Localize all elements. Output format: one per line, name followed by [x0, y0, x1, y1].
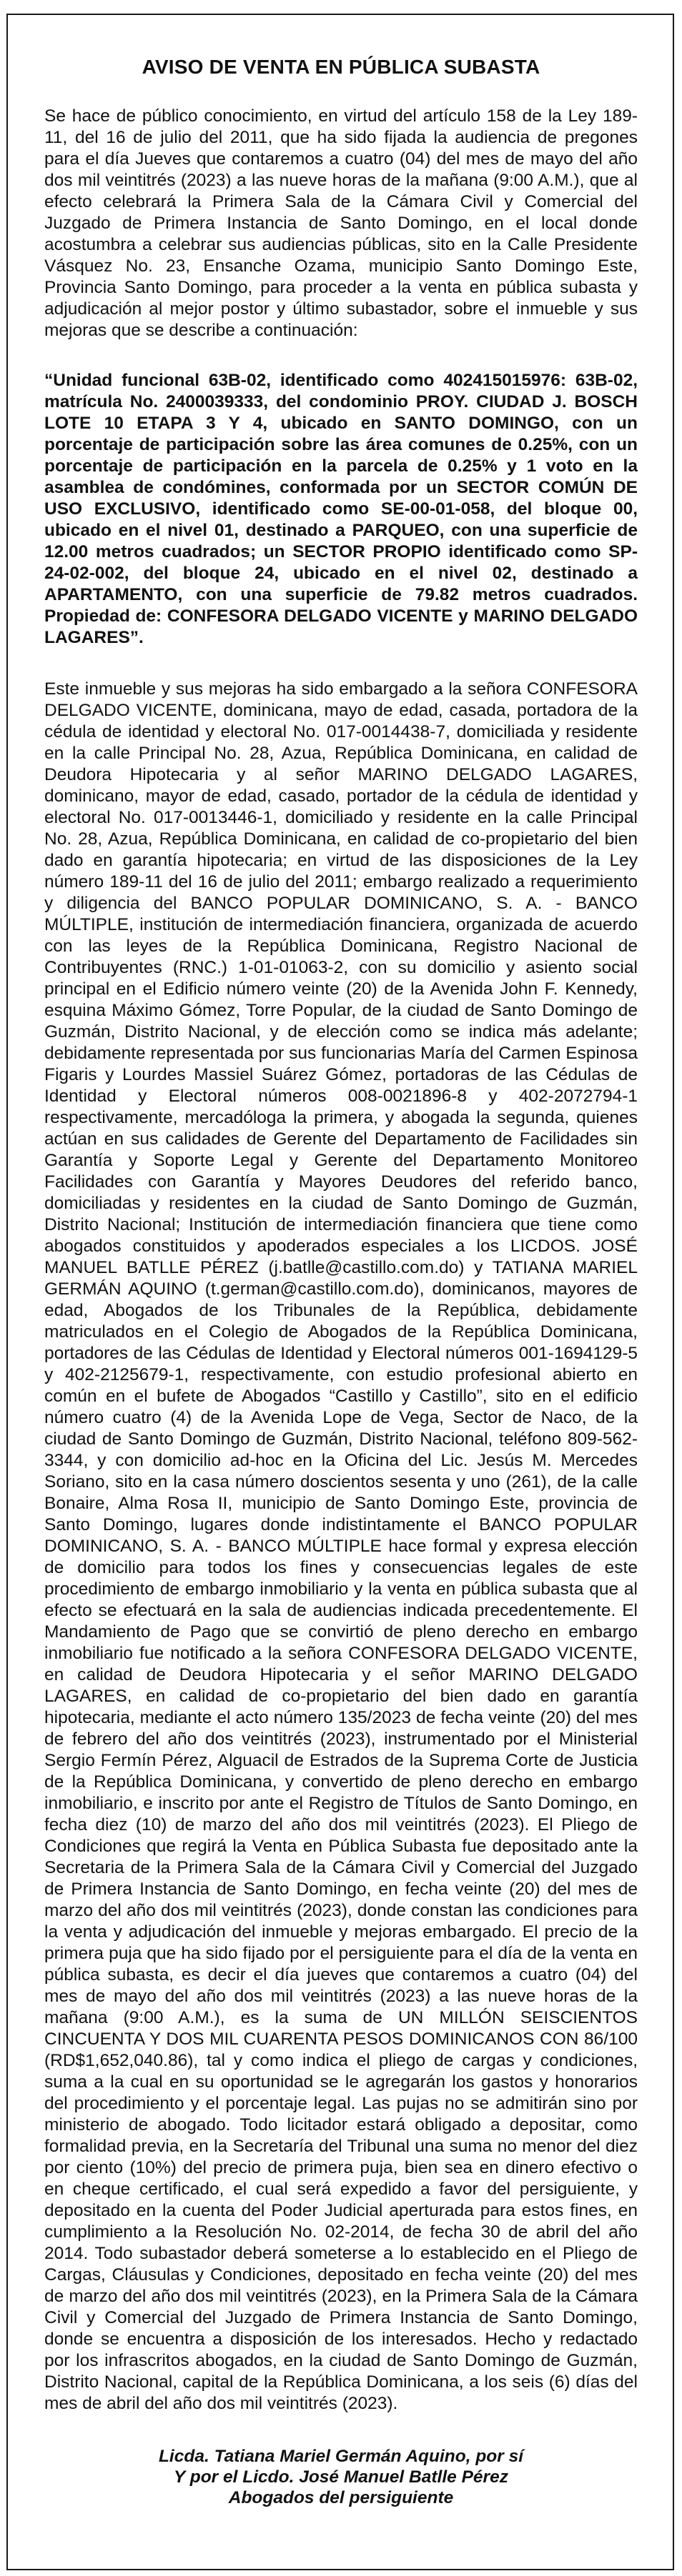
signature-line-1: Licda. Tatiana Mariel Germán Aquino, por sí: [158, 2447, 524, 2466]
signature-line-3: Abogados del persiguiente: [228, 2488, 454, 2507]
notice-content: [44, 56, 638, 2508]
signature-line-2: Y por el Licdo. José Manuel Batlle Pérez: [174, 2467, 508, 2487]
notice-body-paragraph: Este inmueble y sus mejoras ha sido embargado a la señora CONFESORA DELGADO VICENTE, dominicana, mayo de edad, casada, portadora de la cédula de identidad y electoral No. 017-0014438-7, domiciliada y residente en la calle Principal No. 28, Azua, República Dominicana, en calidad de Deudora Hipotecaria y al señor MARINO DELGADO LAGARES, dominicano, mayor de edad, casado, portador de la cédula de identidad y electoral No. 017-0013446-1, domiciliado y residente en la calle Principal No. 28, Azua, República Dominicana, en calidad de co-propietario del bien dado en garantía hipotecaria; en virtud de las disposiciones de la Ley número 189-11 del 16 de julio del 2011; embargo realizado a requerimiento y diligencia del BANCO POPULAR DOMINICANO, S. A. - BANCO MÚLTIPLE, institución de intermediación financiera, organizada de acuerdo con las leyes de la República Dominicana, Registro Nacional de Contribuyentes (RNC.) 1-01-01063-2, con su domicilio y asiento social principal en el Edificio número veinte (20) de la Avenida John F. Kennedy, esquina Máximo Gómez, Torre Popular, de la ciudad de Santo Domingo de Guzmán, Distrito Nacional, y de elección como se indica más adelante; debidamente representada por sus funcionarias María del Carmen Espinosa Figaris y Lourdes Massiel Suárez Gómez, portadoras de las Cédulas de Identidad y Electoral números 008-0021896-8 y 402-2072794-1 respectivamente, mercadóloga la primera, y abogada la segunda, quienes actúan en sus calidades de Gerente del Departamento de Facilidades sin Garantía y Soporte Legal y Gerente del Departamento Monitoreo Facilidades con Garantía y Mayores Deudores del referido banco, domiciliadas y residentes en la ciudad de Santo Domingo de Guzmán, Distrito Nacional; Institución de intermediación financiera que tiene como abogados constituidos y apoderados especiales a los LICDOS. JOSÉ MANUEL BATLLE PÉREZ (j.batlle@castillo.com.do) y TATIANA MARIEL GERMÁN AQUINO (t.german@castillo.com.do), dominicanos, mayores de edad, Abogados de los Tribunales de la República, debidamente matriculados en el Colegio de Abogados de la República Dominicana, portadores de las Cédulas de Identidad y Electoral números 001-1694129-5 y 402-2125679-1, respectivamente, con estudio profesional abierto en común en el bufete de Abogados “Castillo y Castillo”, sito en el edificio número cuatro (4) de la Avenida Lope de Vega, Sector de Naco, de la ciudad de Santo Domingo de Guzmán, Distrito Nacional, teléfono 809-562-3344, y con domicilio ad-hoc en la Oficina del Lic. Jesús M. Mercedes Soriano, sito en la casa número doscientos sesenta y uno (261), de la calle Bonaire, Alma Rosa II, municipio de Santo Domingo Este, provincia de Santo Domingo, lugares donde indistintamente el BANCO POPULAR DOMINICANO, S. A. - BANCO MÚLTIPLE hace formal y expresa elección de domicilio para todos los fines y consecuencias legales de este procedimiento de embargo inmobiliario y la venta en pública subasta que al efecto se efectuará en la sala de audiencias indicada precedentemente. El Mandamiento de Pago que se convirtió de pleno derecho en embargo inmobiliario fue notificado a la señora CONFESORA DELGADO VICENTE, en calidad de Deudora Hipotecaria y el señor MARINO DELGADO LAGARES, en calidad de co-propietario del bien dado en garantía hipotecaria, mediante el acto número 135/2023 de fecha veinte (20) del mes de febrero del año dos veintitrés (2023), instrumentado por el Ministerial Sergio Fermín Pérez, Alguacil de Estrados de la Suprema Corte de Justicia de la República Dominicana, y convertido de pleno derecho en embargo inmobiliario, e inscrito por ante el Registro de Títulos de Santo Domingo, en fecha diez (10) de marzo del año dos mil veintitrés (2023). El Pliego de Condiciones que regirá la Venta en Pública Subasta fue depositado ante la Secretaria de la Primera Sala de la Cámara Civil y Comercial del Juzgado de Primera Instancia de Santo Domingo, en fecha veinte (20) del mes de marzo del año dos mil veintitrés (2023), donde constan las condiciones para la venta y adjudicación del inmueble y mejoras embargado. El precio de la primera puja que ha sido fijado por el persiguiente para el día de la venta en pública subasta, es decir el día jueves que contaremos a cuatro (04) del mes de mayo del año dos mil veintitrés (2023) a las nueve horas de la mañana (9:00 A.M.), es la suma de UN MILLÓN SEISCIENTOS CINCUENTA Y DOS MIL CUARENTA PESOS DOMINICANOS CON 86/100 (RD$1,652,040.86), tal y como indica el pliego de cargas y condiciones, suma a la cual en su oportunidad se le agregarán los gastos y honorarios del procedimiento y el porcentaje legal. Las pujas no se admitirán sino por ministerio de abogado. Todo licitador estará obligado a depositar, como formalidad previa, en la Secretaría del Tribunal una suma no menor del diez por ciento (10%) del precio de primera puja, bien sea en dinero efectivo o en cheque certificado, el cual será expedido a favor del persiguiente, y depositado en la cuenta del Poder Judicial aperturada para estos fines, en cumplimiento a la Resolución No. 02-2014, de fecha 30 de abril del año 2014. Todo subastador deberá someterse a lo establecido en el Pliego de Cargas, Cláusulas y Condiciones, depositado en fecha veinte (20) del mes de marzo del año dos mil veintitrés (2023), en la Primera Sala de la Cámara Civil y Comercial del Juzgado de Primera Instancia de Santo Domingo, donde se encuentra a disposición de los interesados. Hecho y redactado por los infrascritos abogados, en la ciudad de Santo Domingo de Guzmán, Distrito Nacional, capital de la República Dominicana, a los seis (6) días del mes de abril del año dos mil veintitrés (2023).: [44, 679, 638, 2413]
property-description: “Unidad funcional 63B-02, identificado como 402415015976: 63B-02, matrícula No. 2400039333, del condominio PROY. CIUDAD J. BOSCH LOTE 10 ETAPA 3 Y 4, ubicado en SANTO DOMINGO, con un porcentaje de participación sobre las área comunes de 0.25%, con un porcentaje de participación en la parcela de 0.25% y 1 voto en la asamblea de condómines, conformada por un SECTOR COMÚN DE USO EXCLUSIVO, identificado como SE-00-01-058, del bloque 00, ubicado en el nivel 01, destinado a PARQUEO, con una superficie de 12.00 metros cuadrados; un SECTOR PROPIO identificado como SP-24-02-002, del bloque 24, ubicado en el nivel 02, destinado a APARTAMENTO, con una superficie de 79.82 metros cuadrados. Propiedad de: CONFESORA DELGADO VICENTE y MARINO DELGADO LAGARES”.: [44, 371, 638, 647]
notice-intro-paragraph: Se hace de público conocimiento, en virtud del artículo 158 de la Ley 189-11, del 16 de julio del 2011, que ha sido fijada la audiencia de pregones para el día Jueves que contaremos a cuatro (04) del mes de mayo del año dos mil veintitrés (2023) a las nueve horas de la mañana (9:00 A.M.), que al efecto celebrará la Primera Sala de la Cámara Civil y Comercial del Juzgado de Primera Instancia de Santo Domingo, en el local donde acostumbra a celebrar sus audiencias públicas, sito en la Calle Presidente Vásquez No. 23, Ensanche Ozama, municipio Santo Domingo Este, Provincia Santo Domingo, para proceder a la venta en pública subasta y adjudicación al mejor postor y último subastador, sobre el inmueble y sus mejoras que se describe a continuación:: [44, 106, 638, 340]
notice-title: AVISO DE VENTA EN PÚBLICA SUBASTA: [142, 56, 540, 78]
signature-block: [44, 2446, 638, 2508]
